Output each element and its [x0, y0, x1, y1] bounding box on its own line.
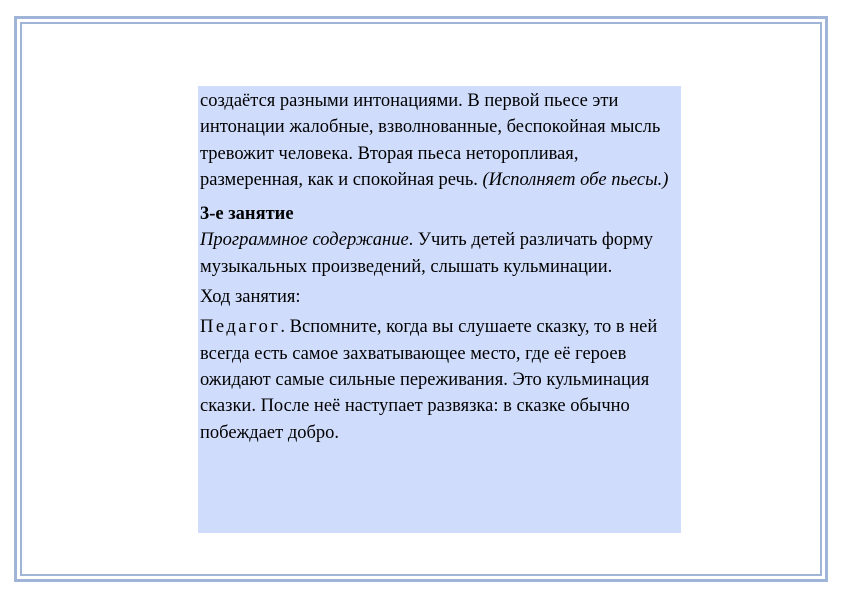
program-label: Программное содержание — [200, 230, 409, 251]
lesson-progress: Ход занятия: — [200, 287, 301, 308]
paragraph-intonations — [200, 88, 679, 193]
program-text: . Учить детей различать форму музыкальных произведений, слышать кульминации. — [200, 230, 654, 277]
paragraph-intonations-text: создаётся разными интонациями. В первой пьесе эти интонации жалобные, взволнованные, беспокойная мысль тревожит человека. Вторая пьеса неторопливая, размеренная, как и спокойная речь. — [200, 91, 661, 190]
lesson-heading: 3-е занятие — [200, 204, 294, 225]
performance-note: (Исполняет обе пьесы.) — [482, 169, 669, 190]
program-paragraph — [200, 227, 679, 280]
teacher-paragraph — [200, 314, 679, 445]
teacher-speaker: Педагог — [200, 317, 281, 338]
text-block — [198, 86, 681, 533]
teacher-text: . Вспомните, когда вы слушаете сказку, то в ней всегда есть самое захватывающее место, где её героев ожидают самые сильные переживания. Это кульминация сказки. После неё наступает развязка: в сказке обычно побеждает добро. — [200, 317, 658, 443]
